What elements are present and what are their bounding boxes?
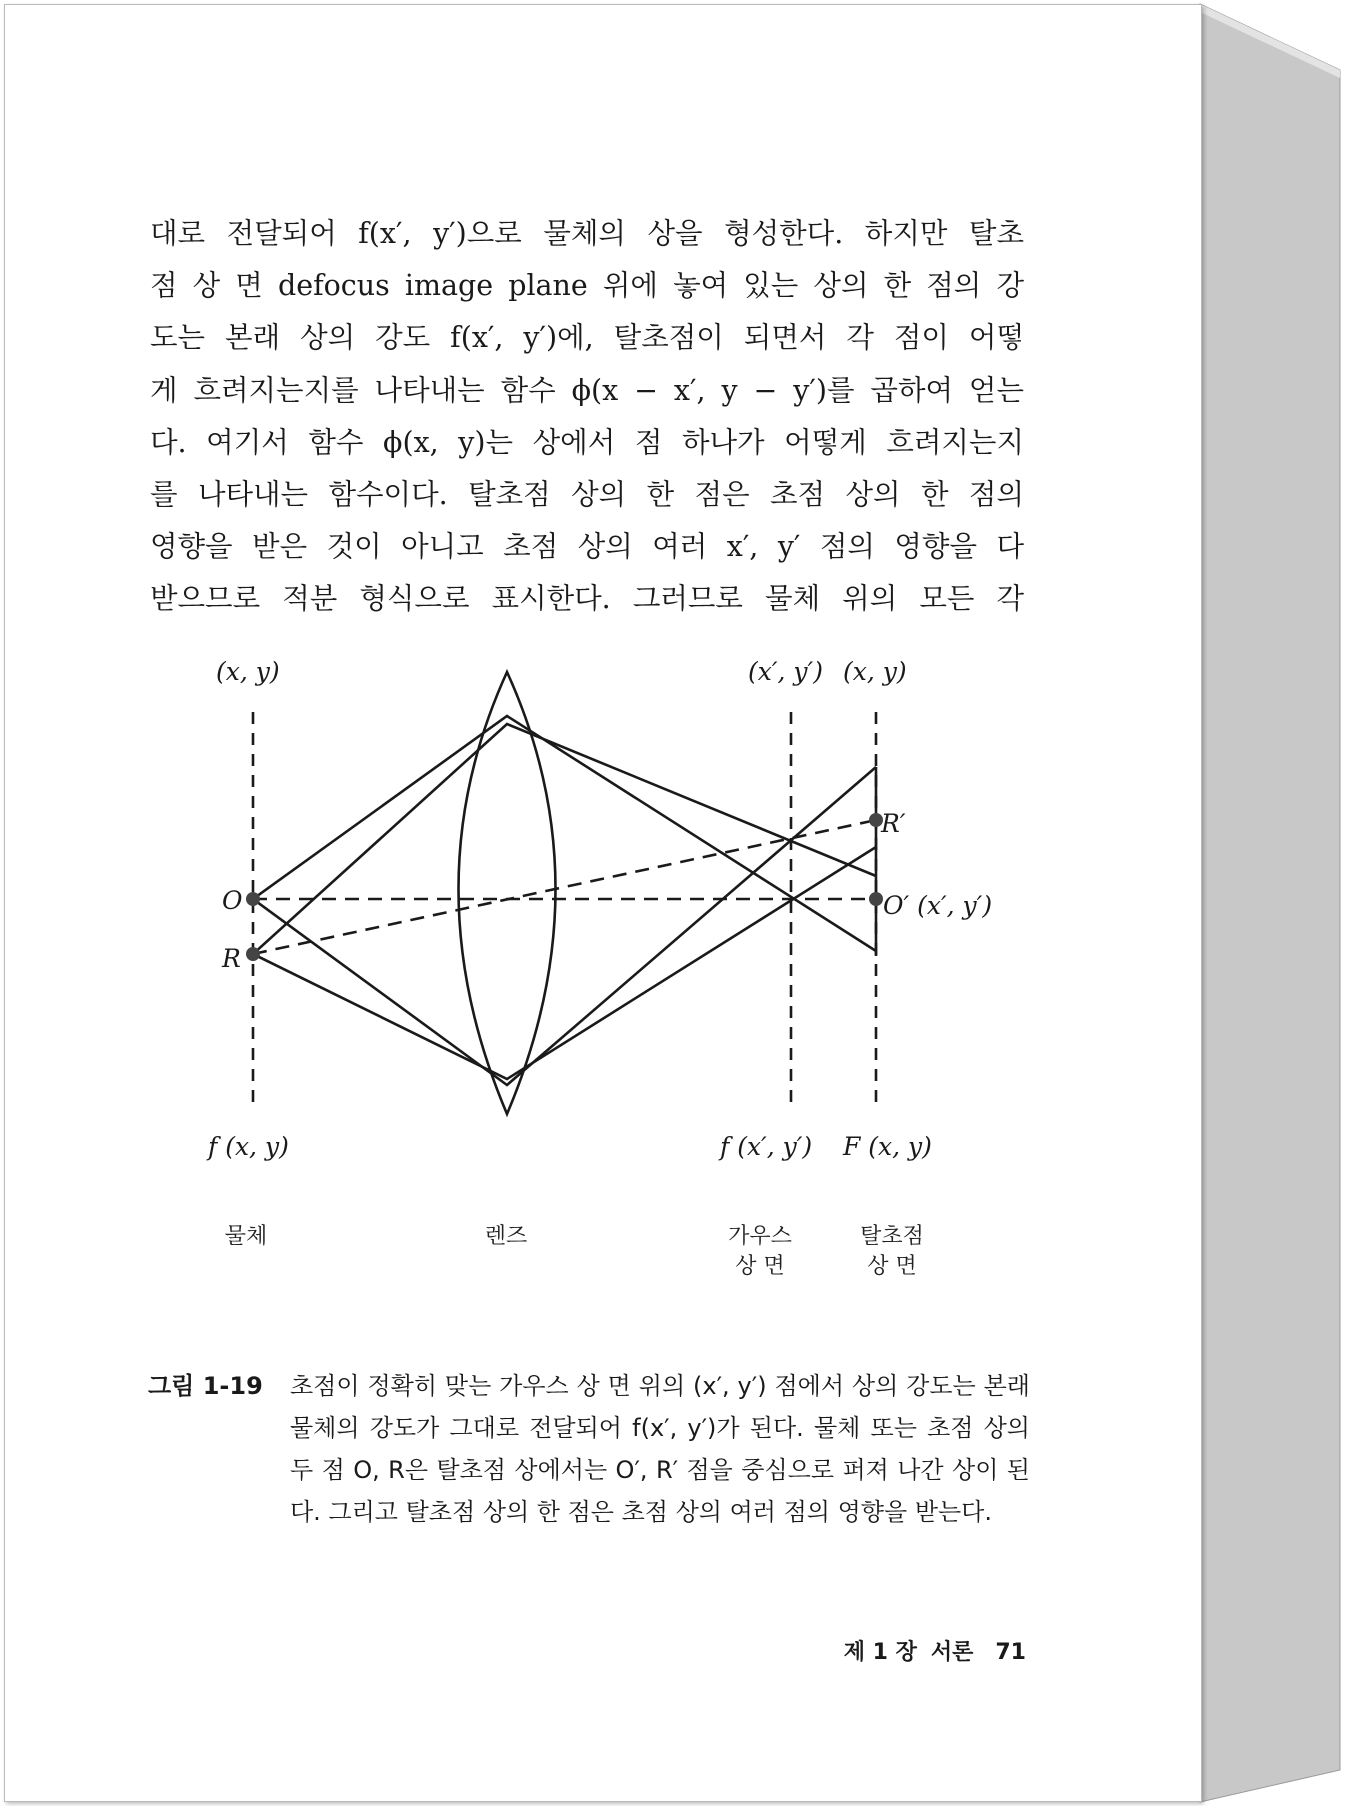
caption-label: 그림 1-19: [148, 1372, 263, 1400]
coord-object: (x, y): [216, 657, 280, 686]
label-point-o-prime: O′ (x′, y′): [883, 891, 993, 920]
body-line: 게 흐려지는지를 나타내는 함수 ϕ(x − x′, y − y′)를 곱하여 얻는: [150, 373, 1024, 407]
ray-o-lower: [253, 767, 876, 1085]
body-line: 대로 전달되어 f(x′, y′)으로 물체의 상을 형성한다. 하지만 탈초: [150, 217, 1024, 250]
body-line: 다. 여기서 함수 ϕ(x, y)는 상에서 점 하나가 어떻게 흐려지는지: [150, 425, 1024, 459]
label-gauss-line1: 가우스: [728, 1224, 792, 1249]
body-line: 받으므로 적분 형식으로 표시한다. 그러므로 물체 위의 모든 각: [150, 582, 1024, 616]
ray-o-upper: [253, 716, 876, 951]
label-defocus-line1: 탈초점: [860, 1224, 924, 1249]
footer-title: 서론: [930, 1640, 974, 1665]
label-point-o: O: [222, 886, 243, 915]
label-gauss-plane: [712, 1222, 808, 1282]
func-object: f (x, y): [208, 1132, 289, 1161]
body-line: 영향을 받은 것이 아니고 초점 상의 여러 x′, y′ 점의 영향을 다: [150, 530, 1024, 564]
func-gauss: f (x′, y′): [720, 1132, 813, 1161]
point-o: [246, 892, 260, 906]
chief-ray-r: [253, 820, 876, 954]
label-defocus-line2: 상 면: [867, 1254, 917, 1279]
label-point-r: R: [222, 944, 241, 973]
page-number: 71: [995, 1640, 1026, 1665]
body-paragraph: [150, 208, 1024, 626]
func-defocus: F (x, y): [843, 1132, 932, 1161]
label-lens: 렌즈: [484, 1224, 528, 1249]
page-footer: [818, 1635, 1026, 1666]
caption-text: 초점이 정확히 맞는 가우스 상 면 위의 (x′, y′) 점에서 상의 강도는 본래 물체의 강도가 그대로 전달되어 f(x′, y′)가 된다. 물체 또는 초점 상의 두 점 O, R은 탈초점 상에서는 O′, R′ 점을 중심으로 퍼져 나간 상이 된다. 그리고 탈초점 상의 한 점은 초점 상의 여러 점의 영향을 받는다.: [290, 1372, 1030, 1526]
body-line: 도는 본래 상의 강도 f(x′, y′)에, 탈초점이 되면서 각 점이 어떻: [150, 321, 1024, 355]
body-line: 를 나타내는 함수이다. 탈초점 상의 한 점은 초점 상의 한 점의: [150, 477, 1024, 511]
ray-r-lower: [253, 847, 876, 1079]
point-r: [246, 947, 260, 961]
label-gauss-line2: 상 면: [735, 1254, 785, 1279]
coord-gauss: (x′, y′): [748, 657, 823, 686]
footer-chapter: 제 1 장: [843, 1640, 917, 1665]
coord-defocus: (x, y): [843, 657, 907, 686]
body-line: 점 상 면 defocus image plane 위에 놓여 있는 상의 한 점의 강: [150, 269, 1024, 303]
label-defocus-plane: [844, 1222, 940, 1282]
label-point-r-prime: R′: [881, 809, 906, 838]
defocus-diagram: [200, 640, 1020, 1300]
label-object: 물체: [224, 1224, 268, 1249]
point-o-prime: [869, 892, 883, 906]
